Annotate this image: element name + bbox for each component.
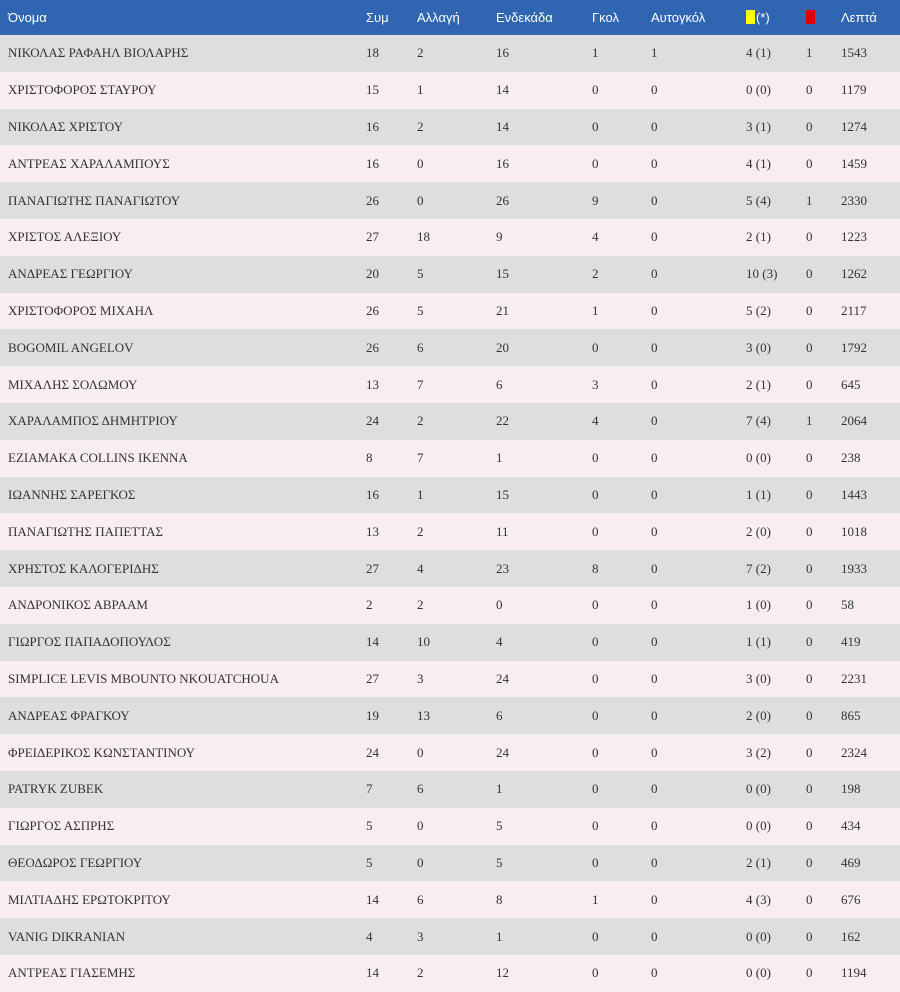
cell-subs: 5 <box>417 302 424 318</box>
cell-player-name: ΧΡΙΣΤΟΦΟΡΟΣ ΣΤΑΥΡΟΥ <box>8 82 157 98</box>
cell-player-name: EZIAMAKA COLLINS IKENNA <box>8 450 188 466</box>
cell-subs: 7 <box>417 450 424 466</box>
table-row <box>0 403 900 440</box>
cell-minutes: 58 <box>841 597 854 613</box>
cell-yellow-cards: 3 (1) <box>746 118 771 134</box>
cell-red-cards: 1 <box>806 192 813 208</box>
cell-starting: 22 <box>496 413 509 429</box>
cell-yellow-cards: 0 (0) <box>746 82 771 98</box>
cell-minutes: 434 <box>841 818 861 834</box>
cell-starting: 1 <box>496 928 503 944</box>
cell-subs: 0 <box>417 744 424 760</box>
cell-player-name: ΓΙΩΡΓΟΣ ΑΣΠΡΗΣ <box>8 818 115 834</box>
col-header-red-cards[interactable] <box>806 0 841 35</box>
yellow-card-suffix: (*) <box>756 10 770 25</box>
cell-player-name: ΧΑΡΑΛΑΜΠΟΣ ΔΗΜΗΤΡΙΟΥ <box>8 413 178 429</box>
cell-apps: 13 <box>366 523 379 539</box>
cell-own-goals: 0 <box>651 523 658 539</box>
cell-apps: 26 <box>366 302 379 318</box>
cell-subs: 7 <box>417 376 424 392</box>
cell-player-name: SIMPLICE LEVIS MBOUNTO NKOUATCHOUA <box>8 670 279 686</box>
cell-own-goals: 0 <box>651 486 658 502</box>
cell-subs: 1 <box>417 82 424 98</box>
cell-yellow-cards: 0 (0) <box>746 965 771 981</box>
cell-own-goals: 0 <box>651 450 658 466</box>
cell-starting: 16 <box>496 155 509 171</box>
cell-apps: 16 <box>366 486 379 502</box>
col-header-goals[interactable]: Γκολ <box>592 10 619 25</box>
cell-yellow-cards: 0 (0) <box>746 928 771 944</box>
cell-goals: 1 <box>592 891 599 907</box>
cell-own-goals: 0 <box>651 928 658 944</box>
cell-yellow-cards: 2 (0) <box>746 707 771 723</box>
col-header-apps[interactable]: Συμ <box>366 10 389 25</box>
cell-apps: 16 <box>366 155 379 171</box>
cell-yellow-cards: 5 (2) <box>746 302 771 318</box>
cell-red-cards: 0 <box>806 376 813 392</box>
cell-minutes: 1262 <box>841 266 867 282</box>
cell-starting: 24 <box>496 670 509 686</box>
cell-own-goals: 0 <box>651 597 658 613</box>
cell-goals: 0 <box>592 928 599 944</box>
col-header-yellow-cards[interactable] <box>746 0 806 35</box>
cell-red-cards: 1 <box>806 413 813 429</box>
col-header-subs[interactable]: Αλλαγή <box>417 10 460 25</box>
table-row <box>0 734 900 771</box>
cell-minutes: 1933 <box>841 560 867 576</box>
cell-goals: 1 <box>592 45 599 61</box>
cell-goals: 4 <box>592 413 599 429</box>
cell-own-goals: 0 <box>651 560 658 576</box>
cell-subs: 18 <box>417 229 430 245</box>
table-row <box>0 918 900 955</box>
cell-minutes: 1792 <box>841 339 867 355</box>
cell-goals: 0 <box>592 486 599 502</box>
cell-red-cards: 0 <box>806 523 813 539</box>
cell-goals: 0 <box>592 670 599 686</box>
cell-minutes: 2117 <box>841 302 867 318</box>
cell-starting: 9 <box>496 229 503 245</box>
table-row <box>0 771 900 808</box>
cell-goals: 0 <box>592 707 599 723</box>
cell-minutes: 2330 <box>841 192 867 208</box>
cell-starting: 16 <box>496 45 509 61</box>
table-row <box>0 845 900 882</box>
table-row <box>0 329 900 366</box>
cell-red-cards: 0 <box>806 928 813 944</box>
cell-apps: 24 <box>366 413 379 429</box>
cell-player-name: ΑΝΔΡΕΑΣ ΓΕΩΡΓΙΟΥ <box>8 266 133 282</box>
table-row <box>0 35 900 72</box>
cell-yellow-cards: 4 (1) <box>746 45 771 61</box>
cell-yellow-cards: 1 (0) <box>746 597 771 613</box>
cell-subs: 2 <box>417 45 424 61</box>
cell-player-name: ΑΝΔΡΟΝΙΚΟΣ ΑΒΡΑΑΜ <box>8 597 148 613</box>
table-row <box>0 477 900 514</box>
cell-apps: 27 <box>366 229 379 245</box>
cell-yellow-cards: 2 (1) <box>746 854 771 870</box>
cell-player-name: PATRYK ZUBEK <box>8 781 104 797</box>
cell-apps: 14 <box>366 891 379 907</box>
cell-minutes: 645 <box>841 376 861 392</box>
cell-apps: 20 <box>366 266 379 282</box>
table-row <box>0 661 900 698</box>
cell-subs: 13 <box>417 707 430 723</box>
cell-minutes: 1443 <box>841 486 867 502</box>
table-row <box>0 550 900 587</box>
cell-minutes: 1274 <box>841 118 867 134</box>
cell-starting: 15 <box>496 266 509 282</box>
cell-goals: 9 <box>592 192 599 208</box>
cell-yellow-cards: 3 (0) <box>746 670 771 686</box>
cell-goals: 0 <box>592 854 599 870</box>
table-row <box>0 293 900 330</box>
cell-starting: 24 <box>496 744 509 760</box>
cell-player-name: ΙΩΑΝΝΗΣ ΣΑΡΕΓΚΟΣ <box>8 486 136 502</box>
cell-player-name: ΦΡΕΙΔΕΡΙΚΟΣ ΚΩΝΣΤΑΝΤΙΝΟΥ <box>8 744 196 760</box>
cell-red-cards: 1 <box>806 45 813 61</box>
cell-yellow-cards: 5 (4) <box>746 192 771 208</box>
cell-starting: 4 <box>496 634 503 650</box>
cell-apps: 13 <box>366 376 379 392</box>
cell-own-goals: 0 <box>651 339 658 355</box>
table-row <box>0 881 900 918</box>
cell-red-cards: 0 <box>806 818 813 834</box>
cell-apps: 7 <box>366 781 373 797</box>
cell-goals: 0 <box>592 450 599 466</box>
cell-starting: 12 <box>496 965 509 981</box>
cell-red-cards: 0 <box>806 965 813 981</box>
cell-own-goals: 0 <box>651 413 658 429</box>
cell-own-goals: 0 <box>651 670 658 686</box>
cell-red-cards: 0 <box>806 891 813 907</box>
cell-yellow-cards: 0 (0) <box>746 450 771 466</box>
cell-goals: 2 <box>592 266 599 282</box>
cell-player-name: ΑΝΤΡΕΑΣ ΓΙΑΣΕΜΗΣ <box>8 965 136 981</box>
cell-minutes: 2324 <box>841 744 867 760</box>
table-row <box>0 624 900 661</box>
cell-apps: 2 <box>366 597 373 613</box>
table-row <box>0 72 900 109</box>
cell-own-goals: 0 <box>651 891 658 907</box>
cell-subs: 1 <box>417 486 424 502</box>
cell-goals: 0 <box>592 523 599 539</box>
cell-subs: 0 <box>417 818 424 834</box>
cell-own-goals: 0 <box>651 192 658 208</box>
cell-goals: 3 <box>592 376 599 392</box>
cell-minutes: 1018 <box>841 523 867 539</box>
cell-red-cards: 0 <box>806 229 813 245</box>
cell-own-goals: 0 <box>651 818 658 834</box>
cell-red-cards: 0 <box>806 634 813 650</box>
cell-player-name: ΓΙΩΡΓΟΣ ΠΑΠΑΔΟΠΟΥΛΟΣ <box>8 634 171 650</box>
cell-yellow-cards: 1 (1) <box>746 486 771 502</box>
cell-goals: 8 <box>592 560 599 576</box>
cell-own-goals: 0 <box>651 854 658 870</box>
col-header-minutes[interactable]: Λεπτά <box>841 10 877 25</box>
cell-subs: 2 <box>417 965 424 981</box>
cell-minutes: 1223 <box>841 229 867 245</box>
cell-yellow-cards: 7 (4) <box>746 413 771 429</box>
cell-player-name: ΘΕΟΔΩΡΟΣ ΓΕΩΡΓΙΟΥ <box>8 854 143 870</box>
cell-subs: 4 <box>417 560 424 576</box>
cell-goals: 0 <box>592 597 599 613</box>
cell-subs: 0 <box>417 155 424 171</box>
cell-minutes: 1194 <box>841 965 867 981</box>
cell-player-name: ΝΙΚΟΛΑΣ ΧΡΙΣΤΟΥ <box>8 118 123 134</box>
cell-subs: 3 <box>417 670 424 686</box>
red-card-icon <box>806 10 815 24</box>
cell-red-cards: 0 <box>806 597 813 613</box>
cell-minutes: 238 <box>841 450 861 466</box>
cell-apps: 27 <box>366 670 379 686</box>
cell-goals: 4 <box>592 229 599 245</box>
cell-subs: 6 <box>417 891 424 907</box>
cell-apps: 14 <box>366 965 379 981</box>
cell-player-name: ΧΡΗΣΤΟΣ ΚΑΛΟΓΕΡΙΔΗΣ <box>8 560 159 576</box>
cell-starting: 5 <box>496 854 503 870</box>
cell-goals: 0 <box>592 744 599 760</box>
cell-own-goals: 0 <box>651 118 658 134</box>
cell-player-name: BOGOMIL ANGELOV <box>8 339 134 355</box>
cell-player-name: ΧΡΙΣΤΟΣ ΑΛΕΞΙΟΥ <box>8 229 122 245</box>
cell-starting: 21 <box>496 302 509 318</box>
cell-yellow-cards: 7 (2) <box>746 560 771 576</box>
cell-red-cards: 0 <box>806 82 813 98</box>
cell-apps: 15 <box>366 82 379 98</box>
cell-player-name: ΠΑΝΑΓΙΩΤΗΣ ΠΑΝΑΓΙΩΤΟΥ <box>8 192 181 208</box>
cell-starting: 20 <box>496 339 509 355</box>
cell-own-goals: 0 <box>651 155 658 171</box>
cell-own-goals: 1 <box>651 45 658 61</box>
cell-yellow-cards: 4 (1) <box>746 155 771 171</box>
table-row <box>0 513 900 550</box>
cell-starting: 5 <box>496 818 503 834</box>
col-header-name[interactable]: Όνομα <box>8 10 47 25</box>
cell-goals: 0 <box>592 781 599 797</box>
cell-starting: 6 <box>496 376 503 392</box>
cell-minutes: 865 <box>841 707 861 723</box>
cell-yellow-cards: 3 (2) <box>746 744 771 760</box>
table-row <box>0 256 900 293</box>
cell-apps: 5 <box>366 854 373 870</box>
cell-goals: 0 <box>592 339 599 355</box>
cell-subs: 5 <box>417 266 424 282</box>
table-row <box>0 366 900 403</box>
cell-goals: 0 <box>592 155 599 171</box>
cell-apps: 18 <box>366 45 379 61</box>
cell-goals: 0 <box>592 634 599 650</box>
cell-subs: 0 <box>417 192 424 208</box>
cell-red-cards: 0 <box>806 339 813 355</box>
cell-minutes: 469 <box>841 854 861 870</box>
cell-starting: 23 <box>496 560 509 576</box>
table-row <box>0 697 900 734</box>
cell-red-cards: 0 <box>806 486 813 502</box>
cell-minutes: 162 <box>841 928 861 944</box>
table-body <box>0 35 900 992</box>
yellow-card-icon <box>746 10 755 24</box>
cell-minutes: 1179 <box>841 82 867 98</box>
cell-subs: 0 <box>417 854 424 870</box>
cell-own-goals: 0 <box>651 707 658 723</box>
cell-player-name: ΜΙΧΑΛΗΣ ΣΟΛΩΜΟΥ <box>8 376 138 392</box>
cell-red-cards: 0 <box>806 155 813 171</box>
cell-red-cards: 0 <box>806 744 813 760</box>
cell-apps: 24 <box>366 744 379 760</box>
cell-goals: 0 <box>592 818 599 834</box>
cell-yellow-cards: 0 (0) <box>746 781 771 797</box>
cell-red-cards: 0 <box>806 707 813 723</box>
cell-starting: 11 <box>496 523 509 539</box>
cell-minutes: 419 <box>841 634 861 650</box>
cell-starting: 1 <box>496 781 503 797</box>
cell-apps: 8 <box>366 450 373 466</box>
header-row <box>0 0 900 35</box>
cell-player-name: ΜΙΛΤΙΑΔΗΣ ΕΡΩΤΟΚΡΙΤΟΥ <box>8 891 171 907</box>
cell-starting: 14 <box>496 82 509 98</box>
cell-red-cards: 0 <box>806 670 813 686</box>
cell-starting: 1 <box>496 450 503 466</box>
cell-yellow-cards: 2 (0) <box>746 523 771 539</box>
table-row <box>0 955 900 992</box>
cell-yellow-cards: 10 (3) <box>746 266 778 282</box>
cell-goals: 1 <box>592 302 599 318</box>
cell-player-name: ΑΝΔΡΕΑΣ ΦΡΑΓΚΟΥ <box>8 707 130 723</box>
cell-subs: 2 <box>417 413 424 429</box>
cell-starting: 26 <box>496 192 509 208</box>
cell-starting: 0 <box>496 597 503 613</box>
table-row <box>0 182 900 219</box>
cell-subs: 2 <box>417 523 424 539</box>
cell-starting: 15 <box>496 486 509 502</box>
cell-subs: 6 <box>417 339 424 355</box>
cell-apps: 16 <box>366 118 379 134</box>
cell-red-cards: 0 <box>806 854 813 870</box>
cell-player-name: ΧΡΙΣΤΟΦΟΡΟΣ ΜΙΧΑΗΛ <box>8 302 154 318</box>
table-row <box>0 219 900 256</box>
cell-yellow-cards: 2 (1) <box>746 376 771 392</box>
cell-red-cards: 0 <box>806 266 813 282</box>
cell-yellow-cards: 1 (1) <box>746 634 771 650</box>
cell-yellow-cards: 0 (0) <box>746 818 771 834</box>
cell-yellow-cards: 2 (1) <box>746 229 771 245</box>
table-row <box>0 440 900 477</box>
cell-goals: 0 <box>592 965 599 981</box>
cell-minutes: 1459 <box>841 155 867 171</box>
cell-apps: 5 <box>366 818 373 834</box>
col-header-own-goals[interactable]: Αυτογκόλ <box>651 10 706 25</box>
cell-red-cards: 0 <box>806 302 813 318</box>
cell-subs: 10 <box>417 634 430 650</box>
cell-player-name: ΠΑΝΑΓΙΩΤΗΣ ΠΑΠΕΤΤΑΣ <box>8 523 164 539</box>
table-row <box>0 808 900 845</box>
cell-player-name: VANIG DIKRANIAN <box>8 928 126 944</box>
cell-own-goals: 0 <box>651 781 658 797</box>
cell-starting: 6 <box>496 707 503 723</box>
cell-apps: 26 <box>366 192 379 208</box>
table-row <box>0 109 900 146</box>
cell-apps: 27 <box>366 560 379 576</box>
cell-red-cards: 0 <box>806 781 813 797</box>
cell-minutes: 198 <box>841 781 861 797</box>
cell-own-goals: 0 <box>651 229 658 245</box>
cell-red-cards: 0 <box>806 118 813 134</box>
cell-subs: 2 <box>417 118 424 134</box>
cell-goals: 0 <box>592 118 599 134</box>
cell-apps: 14 <box>366 634 379 650</box>
cell-own-goals: 0 <box>651 744 658 760</box>
cell-yellow-cards: 3 (0) <box>746 339 771 355</box>
cell-subs: 3 <box>417 928 424 944</box>
cell-minutes: 676 <box>841 891 861 907</box>
cell-own-goals: 0 <box>651 965 658 981</box>
cell-apps: 4 <box>366 928 373 944</box>
cell-red-cards: 0 <box>806 560 813 576</box>
col-header-starting[interactable]: Ενδεκάδα <box>496 10 553 25</box>
cell-minutes: 2231 <box>841 670 867 686</box>
cell-own-goals: 0 <box>651 82 658 98</box>
cell-minutes: 1543 <box>841 45 867 61</box>
table-row <box>0 145 900 182</box>
cell-red-cards: 0 <box>806 450 813 466</box>
cell-starting: 14 <box>496 118 509 134</box>
cell-apps: 19 <box>366 707 379 723</box>
cell-subs: 6 <box>417 781 424 797</box>
cell-yellow-cards: 4 (3) <box>746 891 771 907</box>
cell-own-goals: 0 <box>651 376 658 392</box>
cell-subs: 2 <box>417 597 424 613</box>
cell-own-goals: 0 <box>651 302 658 318</box>
cell-apps: 26 <box>366 339 379 355</box>
cell-player-name: ΑΝΤΡΕΑΣ ΧΑΡΑΛΑΜΠΟΥΣ <box>8 155 170 171</box>
cell-own-goals: 0 <box>651 634 658 650</box>
table-row <box>0 587 900 624</box>
cell-starting: 8 <box>496 891 503 907</box>
cell-own-goals: 0 <box>651 266 658 282</box>
cell-minutes: 2064 <box>841 413 867 429</box>
cell-player-name: ΝΙΚΟΛΑΣ ΡΑΦΑΗΛ ΒΙΟΛΑΡΗΣ <box>8 45 189 61</box>
cell-goals: 0 <box>592 82 599 98</box>
